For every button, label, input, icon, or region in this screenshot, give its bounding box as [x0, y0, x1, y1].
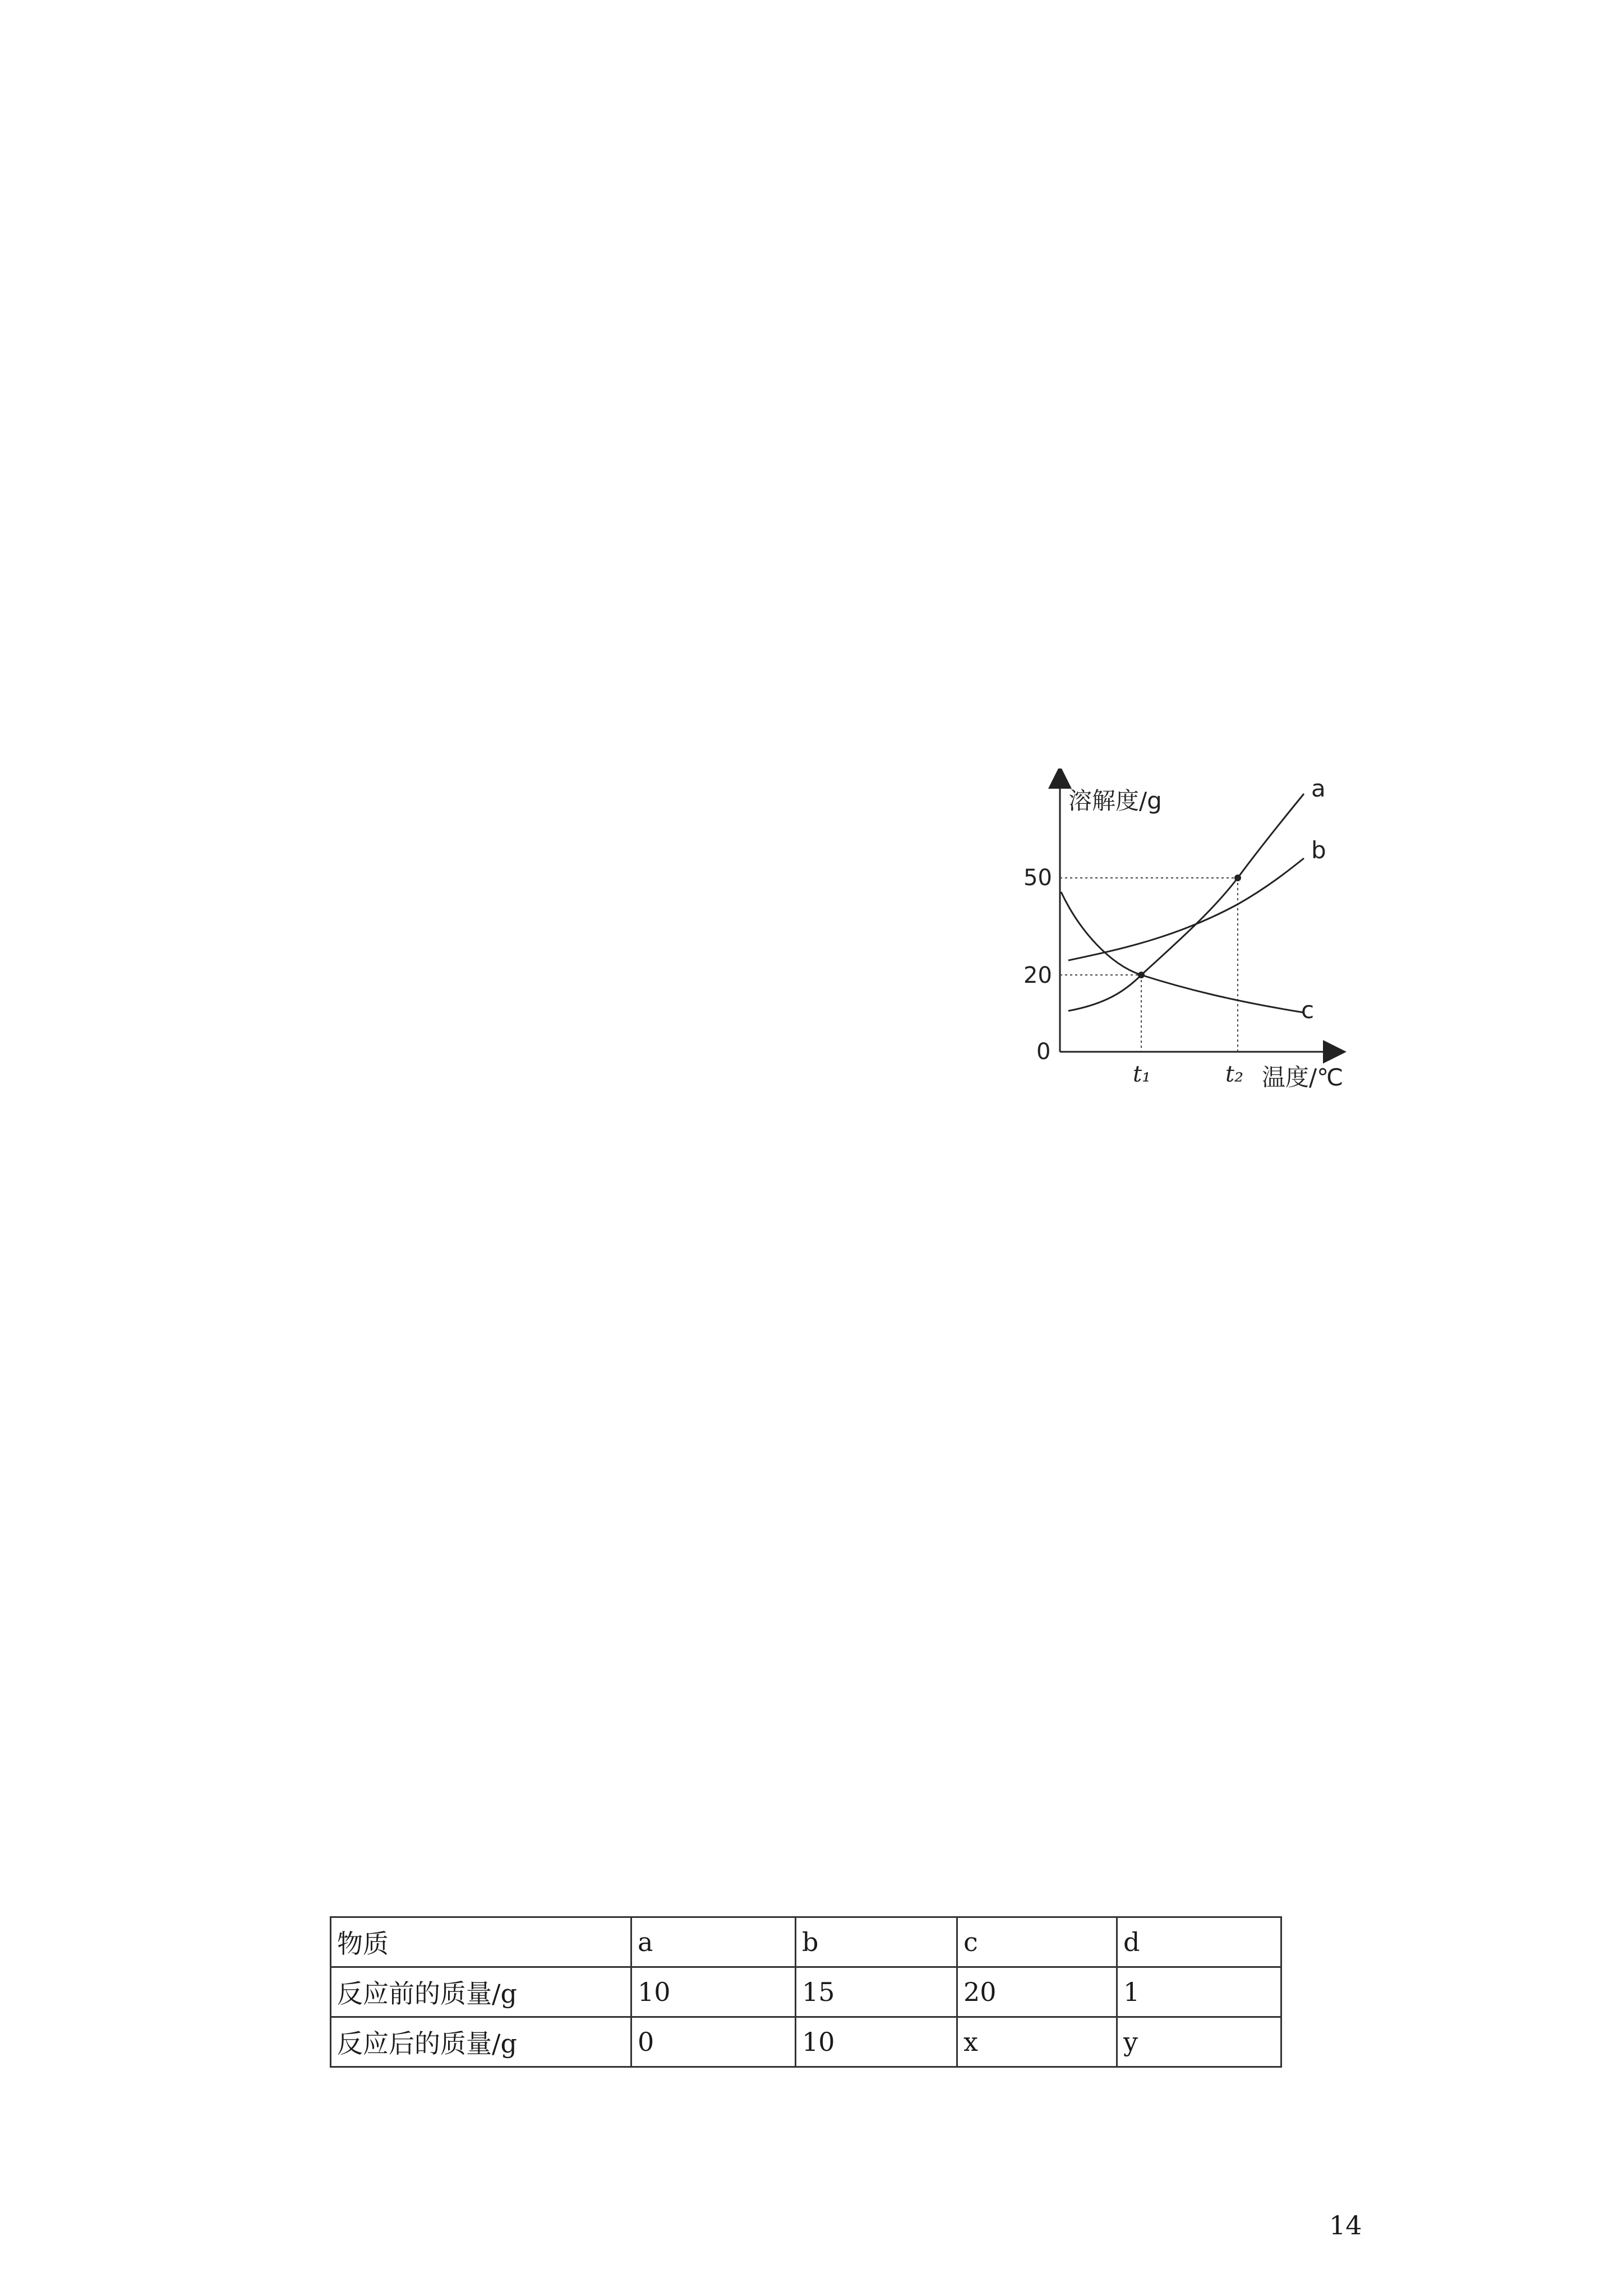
table-header-cell: c — [957, 1917, 1117, 1967]
table-cell: 反应后的质量/g — [331, 2017, 631, 2067]
y-tick-50: 50 — [1023, 865, 1052, 891]
table-cell: 10 — [631, 1967, 796, 2017]
curve-b-label: b — [1311, 836, 1326, 864]
x-tick-t1: t₁ — [1133, 1061, 1151, 1087]
table-cell: 15 — [796, 1967, 957, 2017]
curve-b — [1068, 858, 1304, 960]
table-row — [331, 2017, 1281, 2067]
table-header-cell: a — [631, 1917, 796, 1967]
table-header-cell: d — [1117, 1917, 1281, 1967]
table-cell: 0 — [631, 2017, 796, 2067]
solubility-graph — [998, 769, 1357, 1094]
table-cell: 10 — [796, 2017, 957, 2067]
origin-label: 0 — [1036, 1039, 1051, 1065]
y-tick-20: 20 — [1023, 963, 1052, 988]
curve-c-label: c — [1301, 996, 1315, 1024]
table-cell: 20 — [957, 1967, 1117, 2017]
curve-a-label: a — [1311, 775, 1326, 802]
mass-table — [330, 1916, 1282, 2068]
table-cell: y — [1117, 2017, 1281, 2067]
table-header-cell: b — [796, 1917, 957, 1967]
table-cell: 1 — [1117, 1967, 1281, 2017]
curve-c — [1061, 892, 1304, 1013]
intersection-point-t1 — [1138, 972, 1145, 978]
x-tick-t2: t₂ — [1225, 1061, 1244, 1087]
table-cell: 反应前的质量/g — [331, 1967, 631, 2017]
y-axis-label: 溶解度/g — [1068, 787, 1162, 815]
table-header-row — [331, 1917, 1281, 1967]
table-row — [331, 1967, 1281, 2017]
page-number: 14 — [1329, 2210, 1362, 2240]
curve-a — [1068, 794, 1304, 1011]
table-header-cell: 物质 — [331, 1917, 631, 1967]
x-axis-label: 温度/℃ — [1262, 1064, 1344, 1091]
table-cell: x — [957, 2017, 1117, 2067]
intersection-point-t2 — [1234, 875, 1241, 881]
